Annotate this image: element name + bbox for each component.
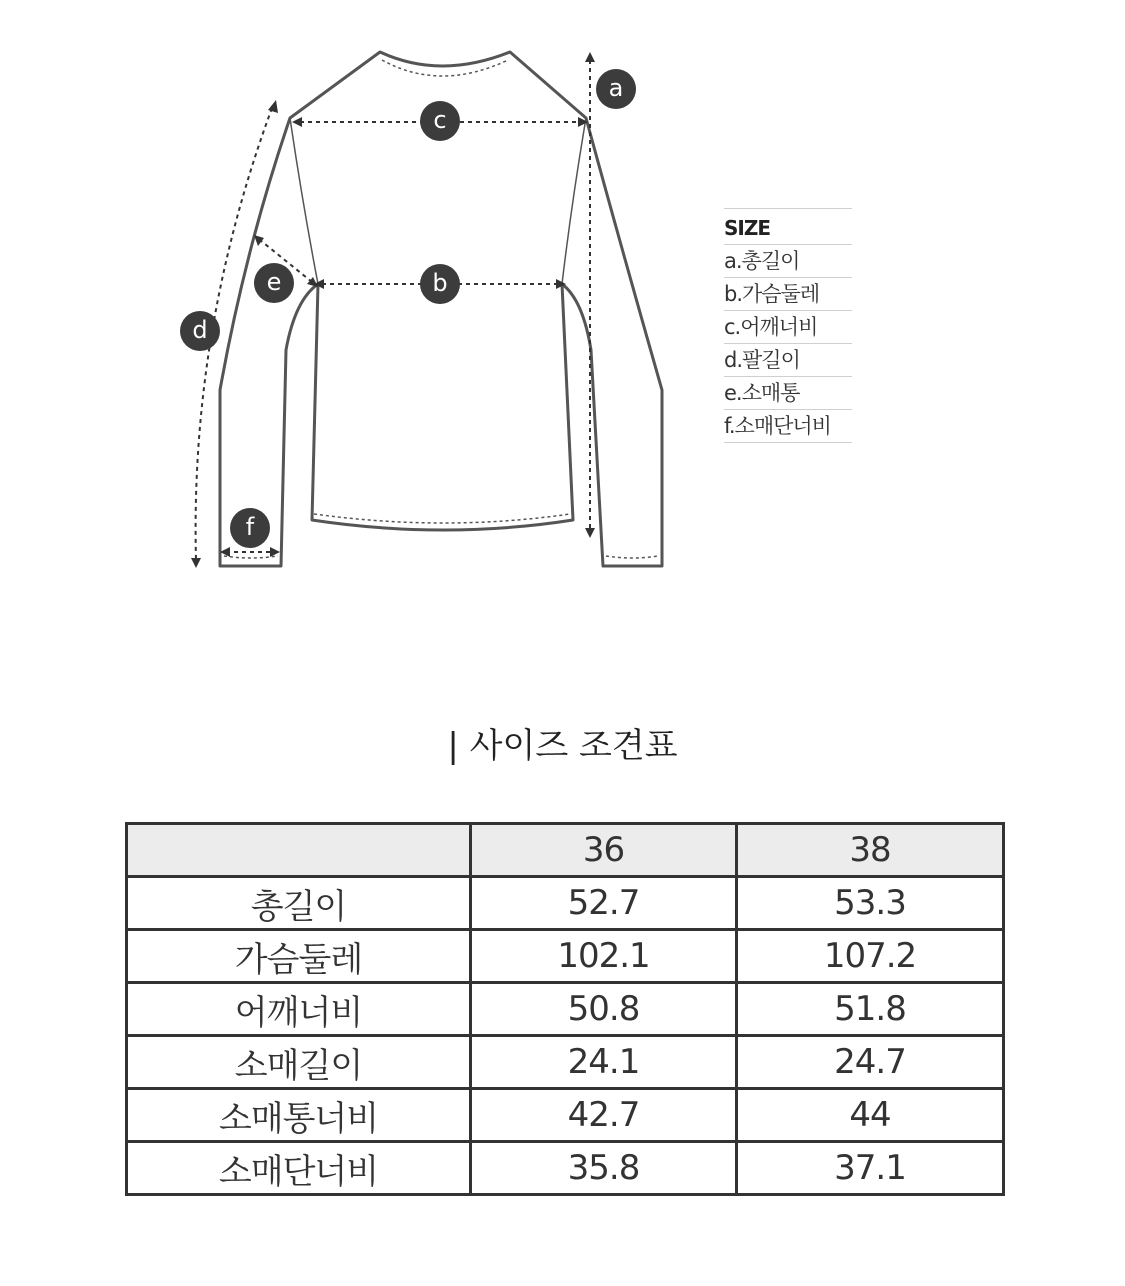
table-cell: 51.8 bbox=[737, 983, 1004, 1036]
marker-f-label: f bbox=[245, 513, 255, 541]
table-row bbox=[127, 1036, 1004, 1089]
table-cell: 42.7 bbox=[471, 1089, 737, 1142]
table-header-row bbox=[127, 824, 1004, 877]
marker-b-label: b bbox=[432, 269, 448, 297]
row-label: 소매단너비 bbox=[127, 1142, 471, 1195]
legend-heading: SIZE bbox=[724, 208, 852, 244]
marker-a bbox=[596, 69, 636, 109]
marker-e bbox=[254, 263, 294, 303]
header-cell-size-38: 38 bbox=[737, 824, 1004, 877]
row-label: 소매길이 bbox=[127, 1036, 471, 1089]
marker-f bbox=[230, 508, 270, 548]
legend-item: d.팔길이 bbox=[724, 343, 852, 376]
size-legend bbox=[724, 208, 852, 443]
marker-d bbox=[180, 311, 220, 351]
row-label: 가슴둘레 bbox=[127, 930, 471, 983]
size-table bbox=[125, 822, 1005, 1196]
marker-e-label: e bbox=[266, 268, 282, 296]
marker-b bbox=[420, 264, 460, 304]
marker-a-label: a bbox=[608, 74, 624, 102]
header-cell-size-36: 36 bbox=[471, 824, 737, 877]
legend-item: c.어깨너비 bbox=[724, 310, 852, 343]
legend-item: f.소매단너비 bbox=[724, 409, 852, 443]
table-row bbox=[127, 1089, 1004, 1142]
table-row bbox=[127, 1142, 1004, 1195]
row-label: 소매통너비 bbox=[127, 1089, 471, 1142]
table-cell: 102.1 bbox=[471, 930, 737, 983]
table-cell: 44 bbox=[737, 1089, 1004, 1142]
table-cell: 35.8 bbox=[471, 1142, 737, 1195]
legend-item: a.총길이 bbox=[724, 244, 852, 277]
table-cell: 107.2 bbox=[737, 930, 1004, 983]
marker-c-label: c bbox=[433, 106, 447, 134]
table-cell: 24.7 bbox=[737, 1036, 1004, 1089]
legend-item: b.가슴둘레 bbox=[724, 277, 852, 310]
measurement-lines bbox=[196, 60, 590, 560]
row-label: 총길이 bbox=[127, 877, 471, 930]
marker-c bbox=[420, 101, 460, 141]
header-cell-empty bbox=[127, 824, 471, 877]
table-row bbox=[127, 877, 1004, 930]
table-cell: 24.1 bbox=[471, 1036, 737, 1089]
table-row bbox=[127, 983, 1004, 1036]
row-label: 어깨너비 bbox=[127, 983, 471, 1036]
legend-item: e.소매통 bbox=[724, 376, 852, 409]
sweater-diagram bbox=[0, 0, 1125, 640]
arrow-heads bbox=[191, 52, 595, 568]
table-cell: 53.3 bbox=[737, 877, 1004, 930]
marker-d-label: d bbox=[192, 316, 208, 344]
table-cell: 37.1 bbox=[737, 1142, 1004, 1195]
table-cell: 50.8 bbox=[471, 983, 737, 1036]
table-row bbox=[127, 930, 1004, 983]
page-title: | 사이즈 조견표 bbox=[447, 726, 678, 766]
table-cell: 52.7 bbox=[471, 877, 737, 930]
